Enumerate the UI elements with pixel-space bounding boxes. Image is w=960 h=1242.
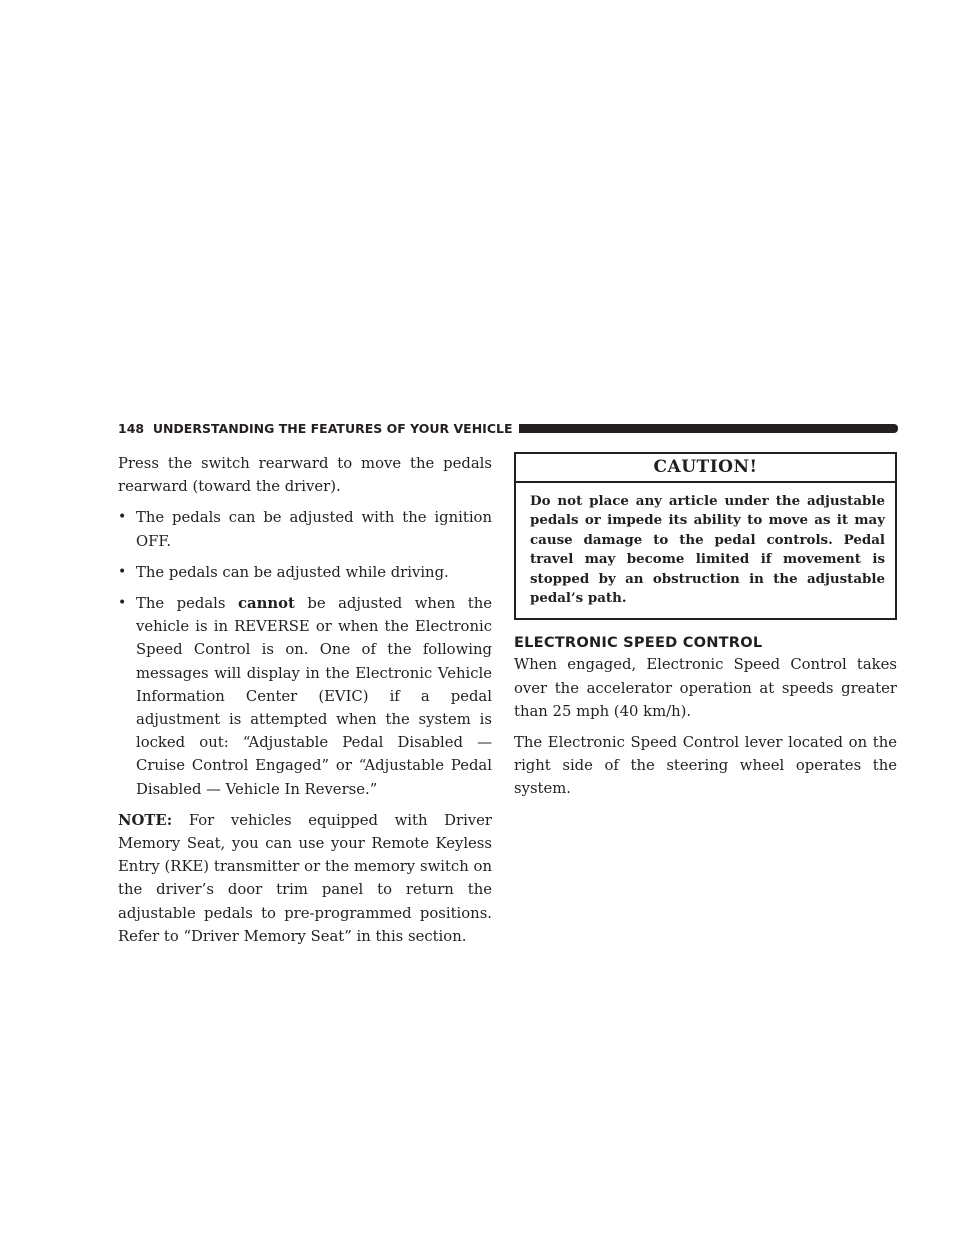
- note-paragraph: [118, 809, 492, 948]
- caution-title: CAUTION!: [516, 454, 895, 483]
- intro-paragraph: Press the switch rearward to move the pedals rearward (toward the driver).: [118, 455, 492, 496]
- bullet-item: [118, 592, 492, 801]
- bullet-text: The pedals can be adjusted with the ignition OFF.: [136, 509, 492, 550]
- caution-text: Do not place any article under the adjustable pedals or impede its ability to move as it may cause damage to the pedal controls. Pedal travel may become limited if movement is stopped by an obstruction in the adjustable pedal’s path.: [530, 493, 885, 607]
- bullet-icon: •: [118, 595, 127, 612]
- speed-control-paragraph: When engaged, Electronic Speed Control takes over the accelerator operation at speeds greater than 25 mph (40 km/h).: [514, 656, 897, 720]
- right-column: [514, 452, 897, 801]
- page-number: 148: [118, 420, 145, 436]
- emphasis-cannot: cannot: [238, 595, 295, 613]
- caution-box: [514, 452, 897, 620]
- bullet-prefix: The pedals: [136, 595, 239, 613]
- bullet-item: [118, 506, 492, 552]
- page-header-text: [118, 421, 519, 436]
- lever-paragraph: The Electronic Speed Control lever located on the right side of the steering wheel operates the system.: [514, 734, 897, 798]
- chapter-title: UNDERSTANDING THE FEATURES OF YOUR VEHICLE: [152, 420, 513, 436]
- bullet-item: [118, 561, 492, 584]
- section-heading: ELECTRONIC SPEED CONTROL: [514, 634, 763, 652]
- bullet-rest: be adjusted when the vehicle is in REVERSE or when the Electronic Speed Control is on. One of the following messages will display in the Electronic Vehicle Information Center (EVIC) if a pedal adjustment is attempted when the system is locked out: “Adjustable Pedal Disabled — Cruise Control Engaged” or “Adjustable Pedal Disabled — Vehicle In Reverse.”: [136, 595, 492, 798]
- bullet-text: The pedals can be adjusted while driving.: [136, 563, 449, 581]
- bullet-icon: •: [118, 509, 127, 526]
- note-label: NOTE:: [118, 811, 173, 829]
- bullet-text: [136, 592, 492, 801]
- header-rule: [519, 424, 899, 433]
- note-text: For vehicles equipped with Driver Memory Seat, you can use your Remote Keyless Entry (RKE) transmitter or the memory switch on the driver’s door trim panel to return the adjustable pedals to pre-programmed positions. Refer to “Driver Memory Seat” in this section.: [118, 811, 492, 945]
- page-header: [118, 419, 898, 437]
- bullet-icon: •: [118, 563, 127, 580]
- left-column: [118, 452, 492, 948]
